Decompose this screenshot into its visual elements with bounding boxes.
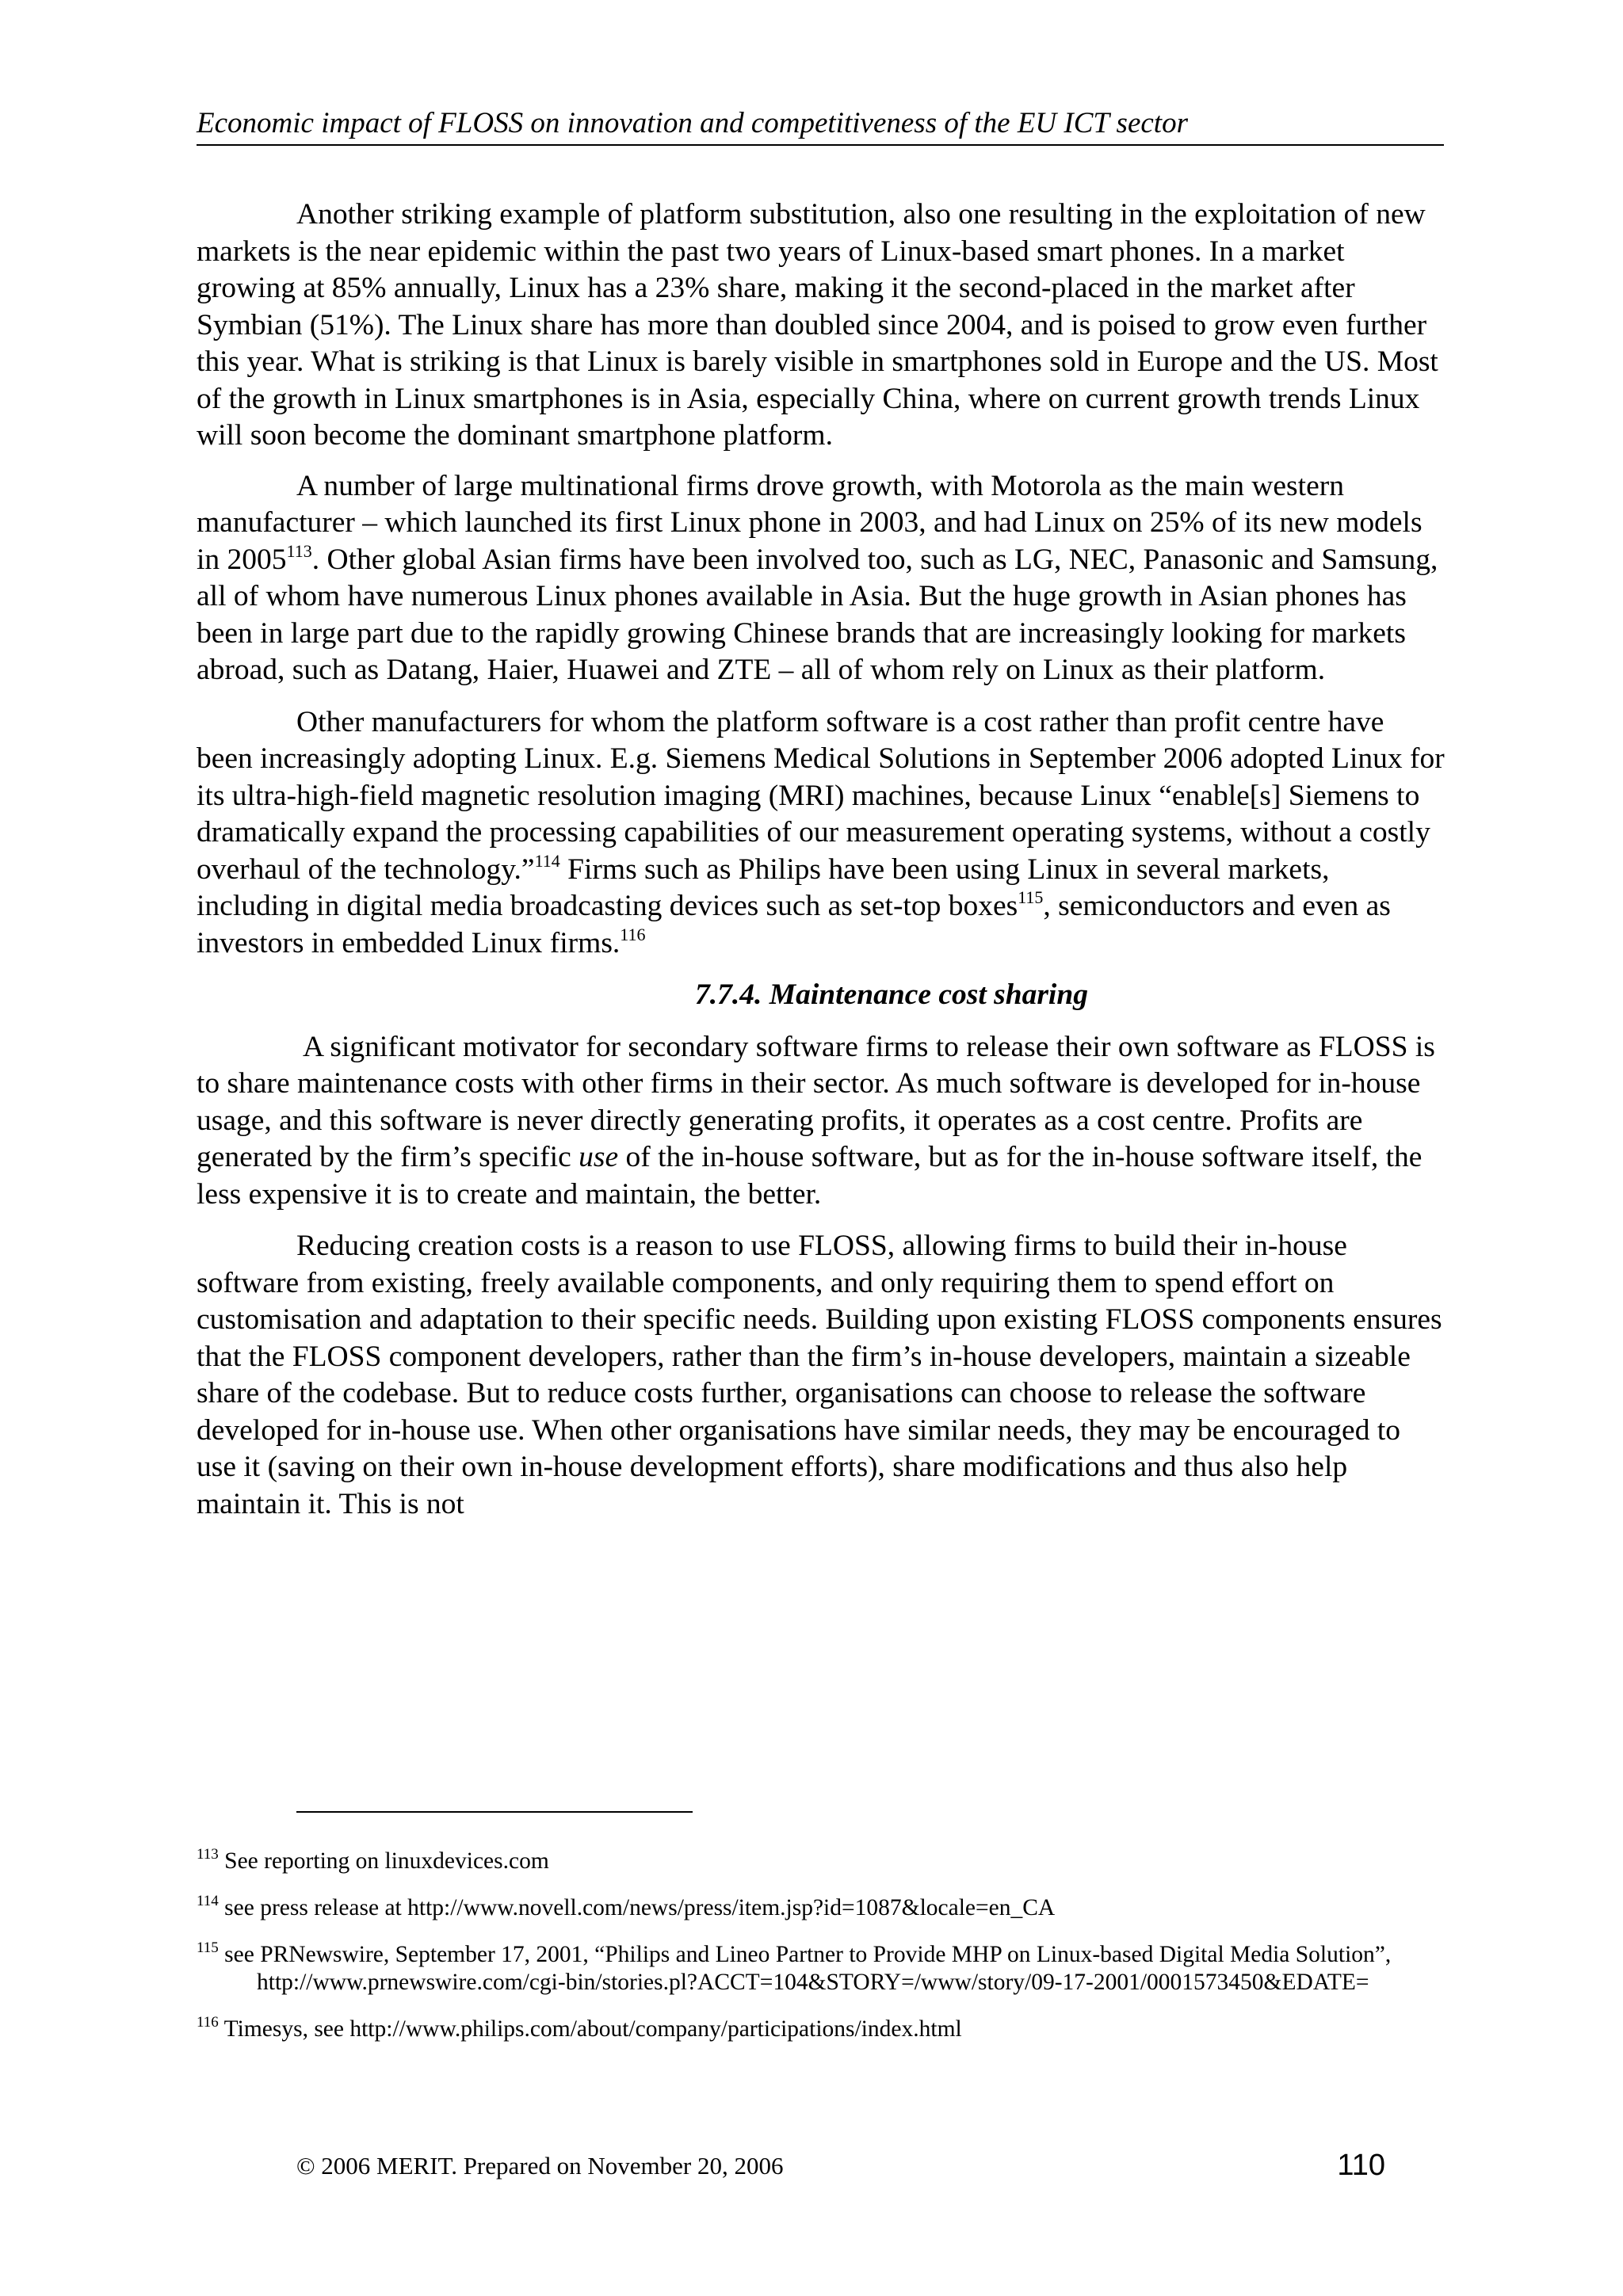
paragraph-reducing-costs <box>197 1228 1445 1523</box>
footnote-ref-113[interactable]: 113 <box>286 540 312 561</box>
paragraph-multinational-firms <box>197 468 1445 689</box>
paragraph-text: A number of large multinational firms drove growth, with Motorola as the main western manufacturer – which launched its first Linux phone in 2003, and had Linux on 25% of its new models in 2005 <box>197 469 1423 576</box>
paragraph-text: Other manufacturers for whom the platform software is a cost rather than profit centre have been increasingly adopting Linux. E.g. Siemens Medical Solutions in September 2006 adopted Linux for its ultra-high-field magnetic resolution imaging (MRI) machines, because Linux “enable[s] Siemens to dramatically expand the processing capabilities of our measurement operating systems, without a costly overhaul of the technology.” <box>197 705 1445 886</box>
paragraph-text: A significant motivator for secondary software firms to release their own software as FLOSS is to share maintenance costs with other firms in their sector. As much software is developed for in-house usage, and this software is never directly generating profits, it operates as a cost centre. Profits are generated by the firm’s specific <box>197 1030 1435 1173</box>
footnote-text[interactable]: see PRNewswire, September 17, 2001, “Philips and Lineo Partner to Provide MHP on Linux-based Digital Media Solution”, http://www.prnewswire.com/cgi-bin/stories.pl?ACCT=104&STORY=/www/story/09-17-2001/0001573450&EDATE= <box>224 1942 1392 1995</box>
footnote-ref-116[interactable]: 116 <box>620 924 646 944</box>
paragraph-platform-substitution <box>197 196 1445 455</box>
main-body <box>197 196 1445 1538</box>
footnote-ref-115[interactable]: 115 <box>1018 887 1044 907</box>
section-heading: 7.7.4. Maintenance cost sharing <box>695 978 1088 1011</box>
footnote-ref-114[interactable]: 114 <box>534 850 560 871</box>
paragraph-text: . Other global Asian firms have been involved too, such as LG, NEC, Panasonic and Samsung, all of whom have numerous Linux phones available in Asia. But the huge growth in Asian phones has been in large part due to the rapidly growing Chinese brands that are increasingly looking for markets abroad, such as Datang, Haier, Huawei and ZTE – all of whom rely on Linux as their platform. <box>197 543 1438 686</box>
footnote-number: 113 <box>197 1846 219 1863</box>
footnote-115 <box>197 1941 1441 1997</box>
running-header <box>197 106 1444 146</box>
paragraph-maintenance-motivator <box>197 1029 1445 1214</box>
footnote-text[interactable]: Timesys, see http://www.philips.com/about/company/participations/index.html <box>223 2016 962 2042</box>
paragraph-text: , semiconductors and even as investors in embedded Linux firms. <box>197 890 1391 959</box>
footnotes-section <box>197 1848 1441 2062</box>
footnote-text: See reporting on linuxdevices.com <box>224 1848 549 1874</box>
paragraph-text: of the in-house software, but as for the in-house software itself, the less expensive it is to create and maintain, the better. <box>197 1141 1423 1211</box>
footnote-113 <box>197 1848 1441 1875</box>
header-title: Economic impact of FLOSS on innovation and competitiveness of the EU ICT sector <box>197 107 1188 139</box>
emphasis-use: use <box>579 1141 619 1173</box>
copyright-notice: © 2006 MERIT. Prepared on November 20, 2006 <box>296 2152 784 2180</box>
paragraph-text: Another striking example of platform substitution, also one resulting in the exploitation of new markets is the near epidemic within the past two years of Linux-based smart phones. In a market growing at 85% annually, Linux has a 23% share, making it the second-placed in the market after Symbian (51%). The Linux share has more than doubled since 2004, and is poised to grow even further this year. What is striking is that Linux is barely visible in smartphones sold in Europe and the US. Most of the growth in Linux smartphones is in Asia, especially China, where on current growth trends Linux will soon become the dominant smartphone platform. <box>197 198 1438 452</box>
paragraph-other-manufacturers <box>197 704 1445 963</box>
paragraph-text: Firms such as Philips have been using Linux in several markets, including in digital media broadcasting devices such as set-top boxes <box>197 852 1330 922</box>
footnote-114 <box>197 1894 1441 1922</box>
footnote-number: 116 <box>197 2014 219 2031</box>
paragraph-text: Reducing creation costs is a reason to use FLOSS, allowing firms to build their in-house software from existing, freely available components, and only requiring them to spend effort on customisation and adaptation to their specific needs. Building upon existing FLOSS components ensures that the FLOSS component developers, rather than the firm’s in-house developers, maintain a sizeable share of the codebase. But to reduce costs further, organisations can choose to release the software developed for in-house use. When other organisations have similar needs, they may be encouraged to use it (saving on their own in-house development efforts), share modifications and thus also help maintain it. This is not <box>197 1230 1442 1520</box>
footnote-separator <box>296 1811 693 1813</box>
footnote-116 <box>197 2016 1441 2043</box>
footnote-number: 115 <box>197 1939 219 1956</box>
page-number: 110 <box>1337 2149 1385 2182</box>
footnote-number: 114 <box>197 1893 219 1909</box>
footnote-text[interactable]: see press release at http://www.novell.com/news/press/item.jsp?id=1087&locale=en_CA <box>224 1895 1056 1920</box>
